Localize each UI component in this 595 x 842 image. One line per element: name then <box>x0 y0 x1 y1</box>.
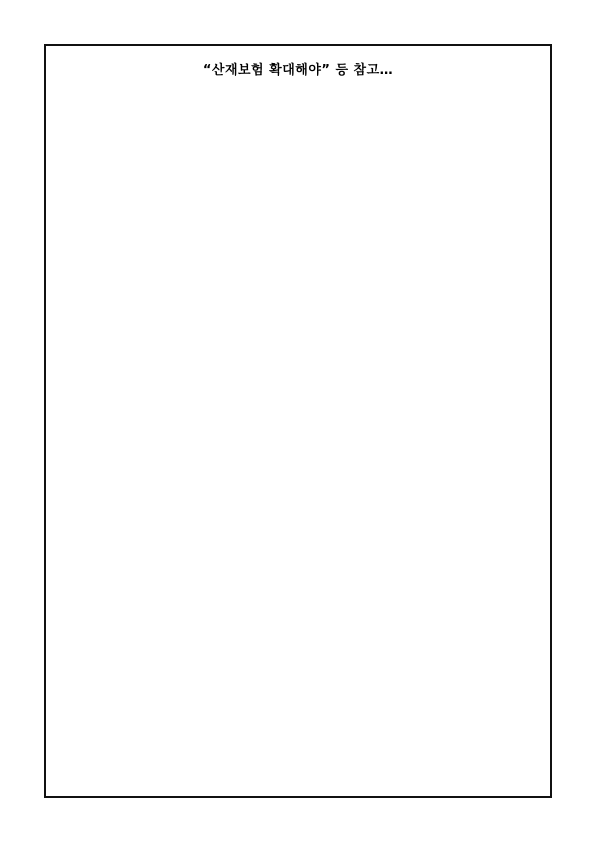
document-body <box>57 97 539 757</box>
document-title: “산재보험 확대해야” 등 참고… <box>202 63 394 78</box>
document-page <box>44 44 552 798</box>
